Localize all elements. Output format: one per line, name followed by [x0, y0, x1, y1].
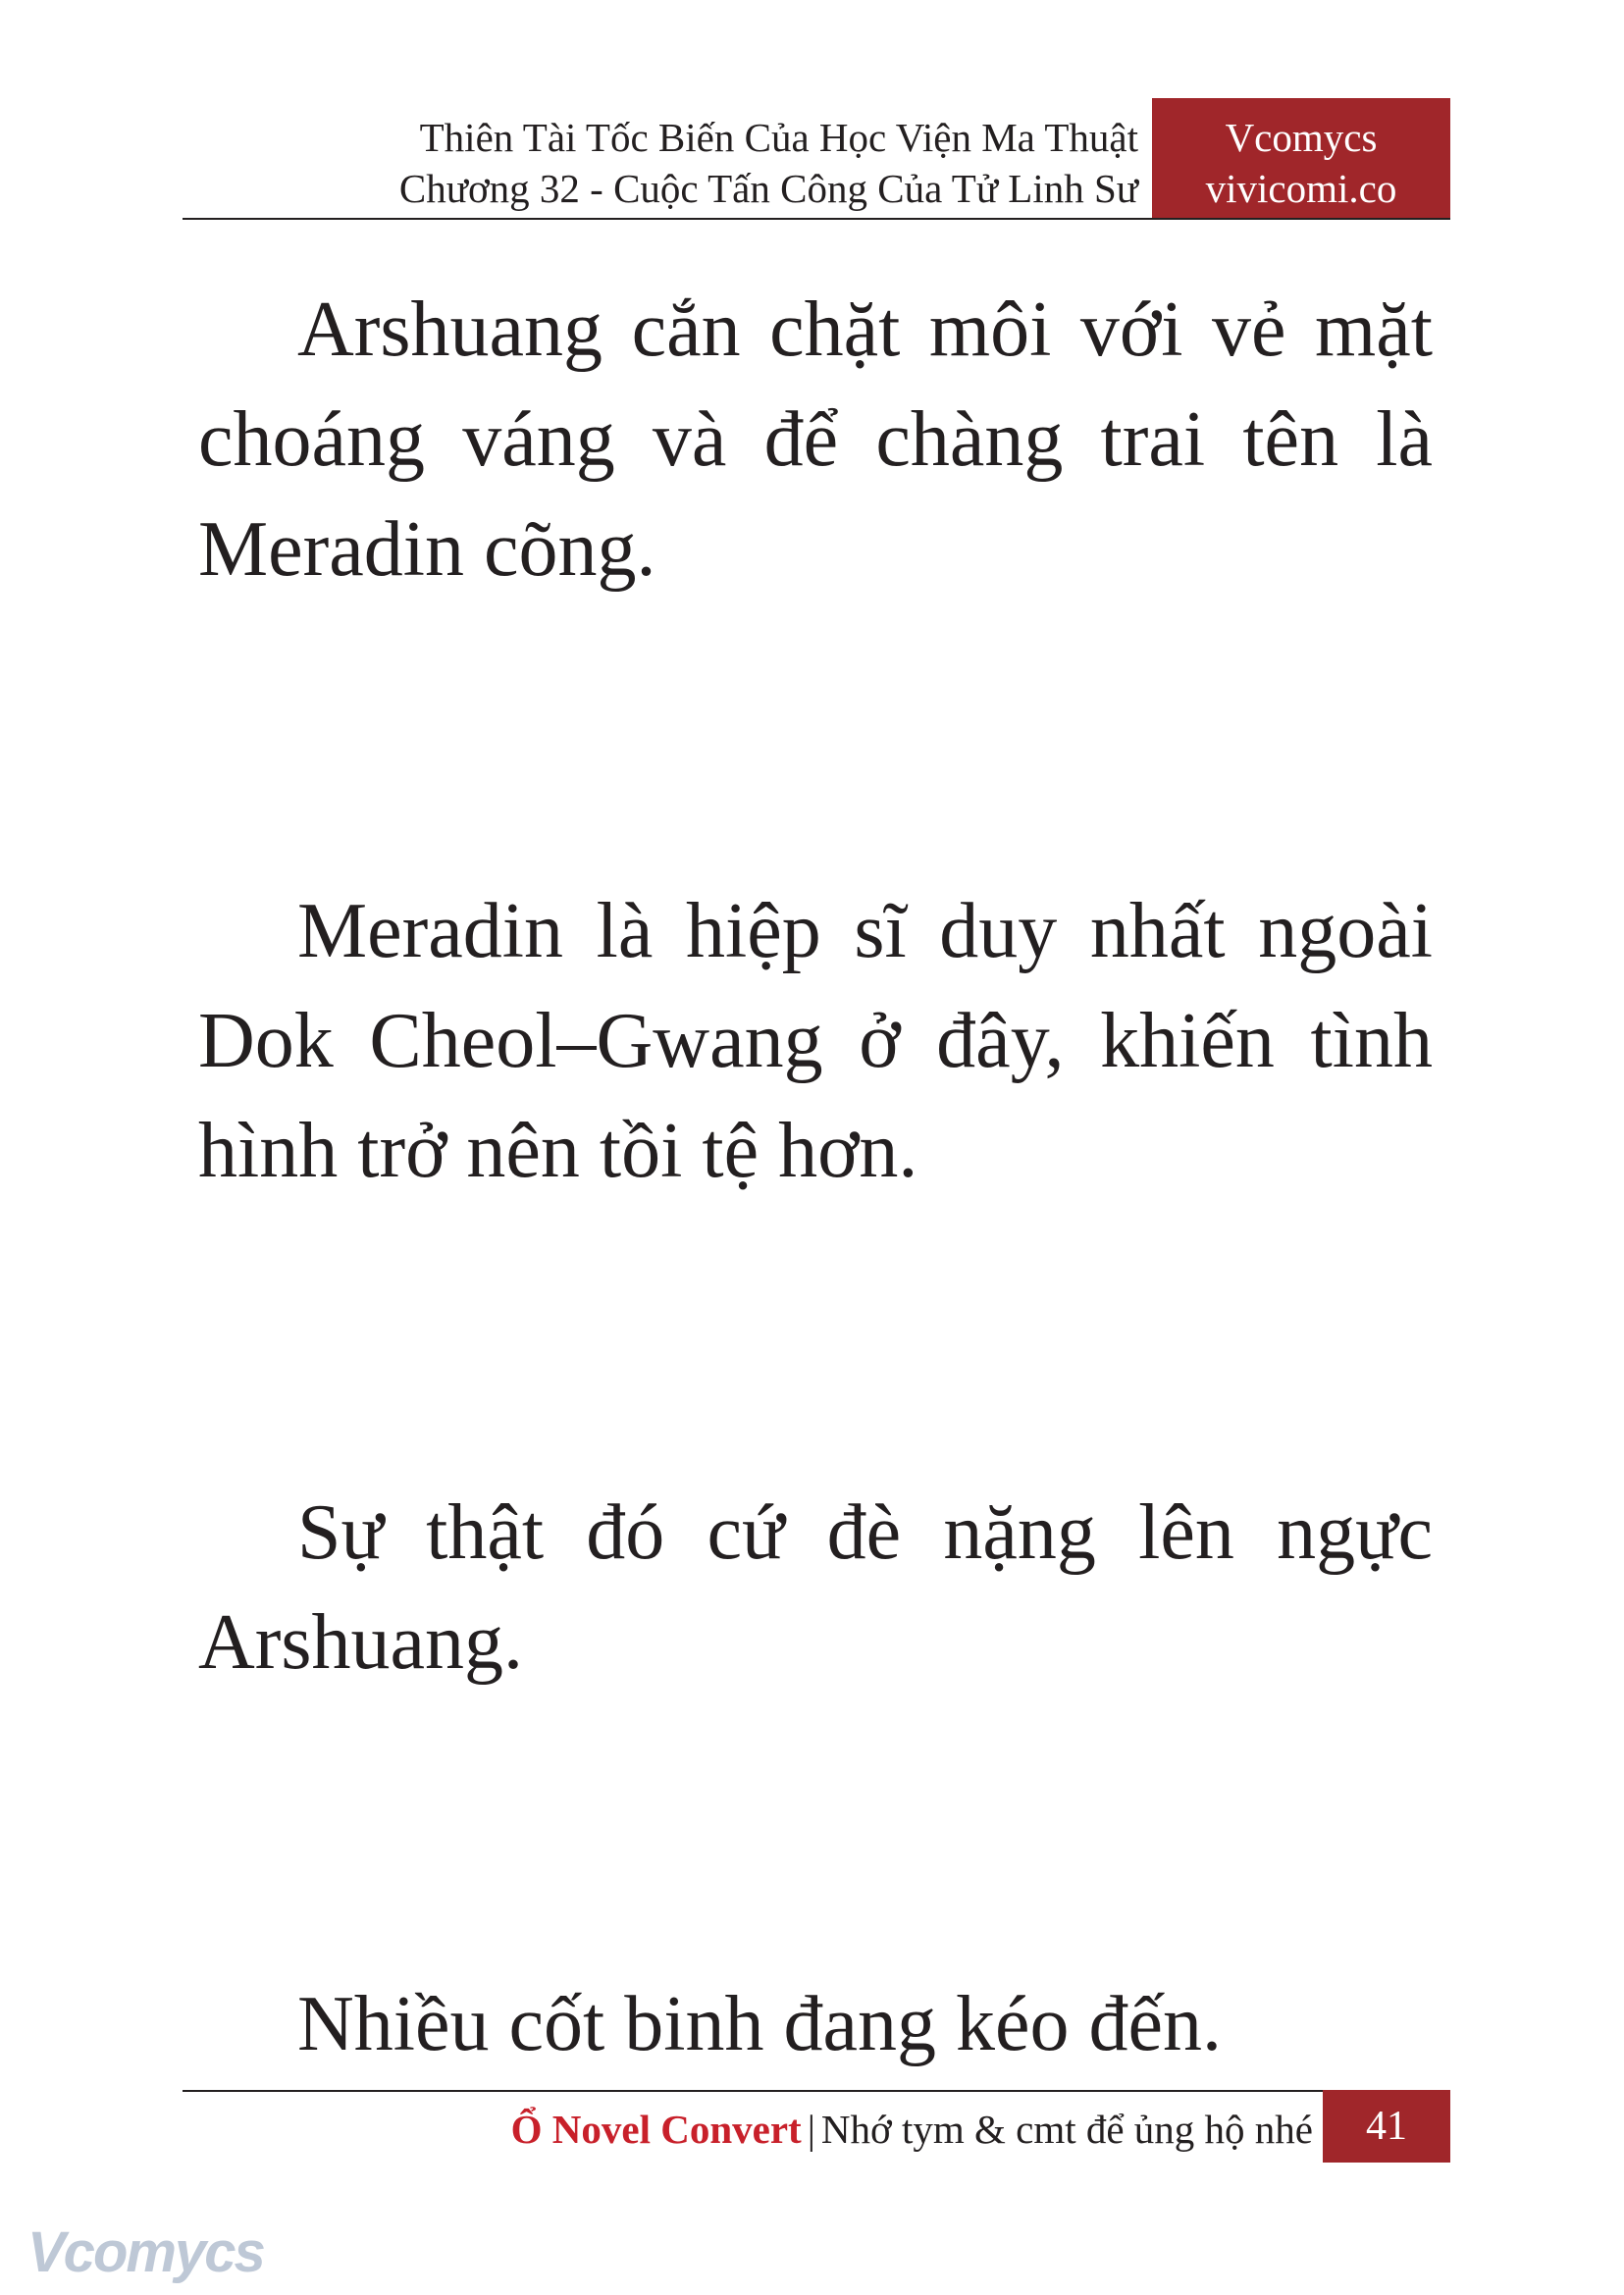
footer-credit [511, 2102, 1313, 2157]
badge-site-name: Vcomycs [1225, 115, 1378, 160]
badge-site-url: vivicomi.co [1205, 166, 1397, 211]
page-number: 41 [1323, 2090, 1450, 2163]
footer-divider [183, 2090, 1450, 2092]
footer-separator: | [807, 2107, 815, 2152]
paragraph: Arshuang cắn chặt môi với vẻ mặt choáng váng và để chàng trai tên là Meradin cõng. [198, 287, 1433, 593]
page-header [183, 98, 1450, 220]
page-footer [183, 2090, 1450, 2163]
book-title: Thiên Tài Tốc Biến Của Học Viện Ma Thuật [419, 115, 1138, 160]
paragraph: Nhiều cốt binh đang kéo đến. [297, 1981, 1222, 2067]
watermark-logo: Vcomycs [27, 2220, 264, 2284]
footer-message: Nhớ tym & cmt để ủng hộ nhé [820, 2107, 1313, 2152]
footer-brand: Ổ Novel Convert [510, 2107, 802, 2152]
chapter-title: Chương 32 - Cuộc Tấn Công Của Tử Linh Sư [398, 166, 1138, 211]
header-titles [399, 112, 1138, 214]
paragraph: Meradin là hiệp sĩ duy nhất ngoài Dok Cheol–Gwang ở đây, khiến tình hình trở nên tồi tệ hơn. [198, 888, 1433, 1194]
header-divider [183, 218, 1450, 220]
header-badge [1152, 98, 1450, 220]
chapter-body [198, 275, 1433, 2079]
paragraph: Sự thật đó cứ đè nặng lên ngực Arshuang. [198, 1489, 1433, 1686]
